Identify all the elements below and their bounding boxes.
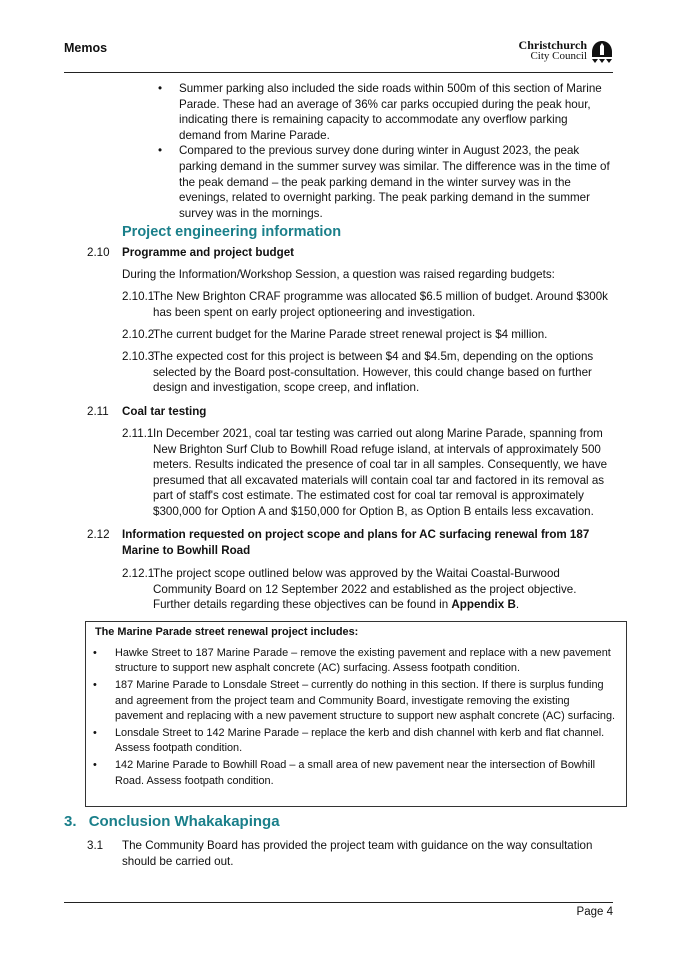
- page-number: Page 4: [576, 906, 613, 918]
- logo-line2: City Council: [530, 50, 587, 62]
- item-number: 2.10.3: [122, 350, 155, 363]
- item-number: 2.11.1: [122, 427, 154, 440]
- conclusion-heading: [64, 814, 280, 830]
- council-logo: [519, 40, 613, 64]
- section-number: 2.12: [87, 528, 110, 541]
- numbered-item: [122, 349, 612, 396]
- memos-label: Memos: [64, 41, 108, 55]
- logo-line1: Christchurch: [518, 38, 587, 52]
- scope-item: • 142 Marine Parade to Bowhill Road – a small area of new pavement near the intersection of Bowhill Road. Assess footpath condition.: [92, 758, 617, 788]
- item-text-end: .: [515, 598, 520, 612]
- scope-item: • 187 Marine Parade to Lonsdale Street – currently do nothing in this section. If there is surplus funding and agreement from the project team and Community Board, investigate removing the existing pavement and replacing with a new pavement structure to support new asphalt concrete (AC) surfacing.: [92, 678, 617, 724]
- numbered-item: [122, 289, 612, 320]
- item-text: [153, 566, 612, 613]
- appendix-reference: Appendix B: [451, 598, 516, 612]
- scope-box-title: The Marine Parade street renewal project includes:: [95, 626, 359, 638]
- cathedral-logo-icon: [591, 40, 613, 64]
- bullet-item: • Compared to the previous survey done during winter in August 2023, the peak parking demand in the summer survey was similar. The difference was in the time of the peak demand – the peak parking demand in the winter survey was in the evenings, related to overnight parking. The peak parking demand in the summer survey was in the mornings.: [155, 143, 610, 221]
- item-text: The New Brighton CRAF programme was allocated $6.5 million of budget. Around $300k has been spent on early project optioneering and investigation.: [153, 290, 608, 319]
- scope-list: [92, 646, 617, 791]
- subsection-title: Coal tar testing: [122, 405, 207, 418]
- numbered-item: [122, 566, 612, 613]
- logo-text: [519, 40, 587, 62]
- section-number: 3.1: [87, 839, 104, 852]
- paragraph: During the Information/Workshop Session, a question was raised regarding budgets:: [122, 268, 555, 281]
- item-number: 2.10.2: [122, 328, 155, 341]
- paragraph: The Community Board has provided the project team with guidance on the way consultation should be carried out.: [122, 839, 593, 868]
- conclusion-title: Conclusion Whakakapinga: [88, 813, 280, 830]
- item-text: The expected cost for this project is between $4 and $4.5m, depending on the options selected by the Board post-consultation. However, this could change based on further design and investigation, scope creep, and inflation.: [153, 350, 594, 395]
- project-scope-box: [85, 621, 627, 807]
- scope-item: • Hawke Street to 187 Marine Parade – remove the existing pavement and replace with a new pavement structure to support new asphalt concrete (AC) surfacing. Assess footpath condition.: [92, 646, 617, 676]
- section-number: 2.11: [87, 405, 109, 418]
- item-text: The current budget for the Marine Parade street renewal project is $4 million.: [153, 328, 548, 341]
- item-number: 2.12.1: [122, 567, 155, 580]
- bullet-item: • Summer parking also included the side roads within 500m of this section of Marine Parade. These had an average of 36% car parks occupied during the peak hour, indicating there is remaining capacity to accommodate any overflow parking demand from Marine Parade.: [155, 81, 610, 143]
- subsection-title: Information requested on project scope and plans for AC surfacing renewal from 187 Marine to Bowhill Road: [122, 528, 590, 557]
- item-text-body: The project scope outlined below was approved by the Waitai Coastal-Burwood Community Board on 12 September 2022 and established as the project objective. Further details regarding these objectives can be found in: [153, 567, 577, 612]
- parking-bullets: [155, 81, 610, 221]
- subsection-title: Programme and project budget: [122, 246, 294, 259]
- item-text: In December 2021, coal tar testing was carried out along Marine Parade, spanning from New Brighton Surf Club to Bowhill Road refuge island, at intervals of approximately 500 meters. Results indicated the presence of coal tar in all samples. Consequently, we have presumed that all excavated materials will contain coal tar and factored in its removal as part of staff's cost estimate. The estimated cost for coal tar removal is approximately $300,000 for Option A and $150,000 for Option B, as Option B entails less excavation.: [153, 427, 608, 518]
- page-header: [64, 38, 613, 73]
- section-heading-engineering: Project engineering information: [122, 224, 342, 240]
- conclusion-number: 3.: [64, 813, 77, 830]
- numbered-item: [122, 327, 612, 343]
- section-number: 2.10: [87, 246, 110, 259]
- item-number: 2.10.1: [122, 290, 155, 303]
- scope-item: • Lonsdale Street to 142 Marine Parade – replace the kerb and dish channel with kerb and flat channel. Assess footpath condition.: [92, 726, 617, 756]
- page-footer: [64, 902, 613, 918]
- numbered-item: [122, 426, 612, 520]
